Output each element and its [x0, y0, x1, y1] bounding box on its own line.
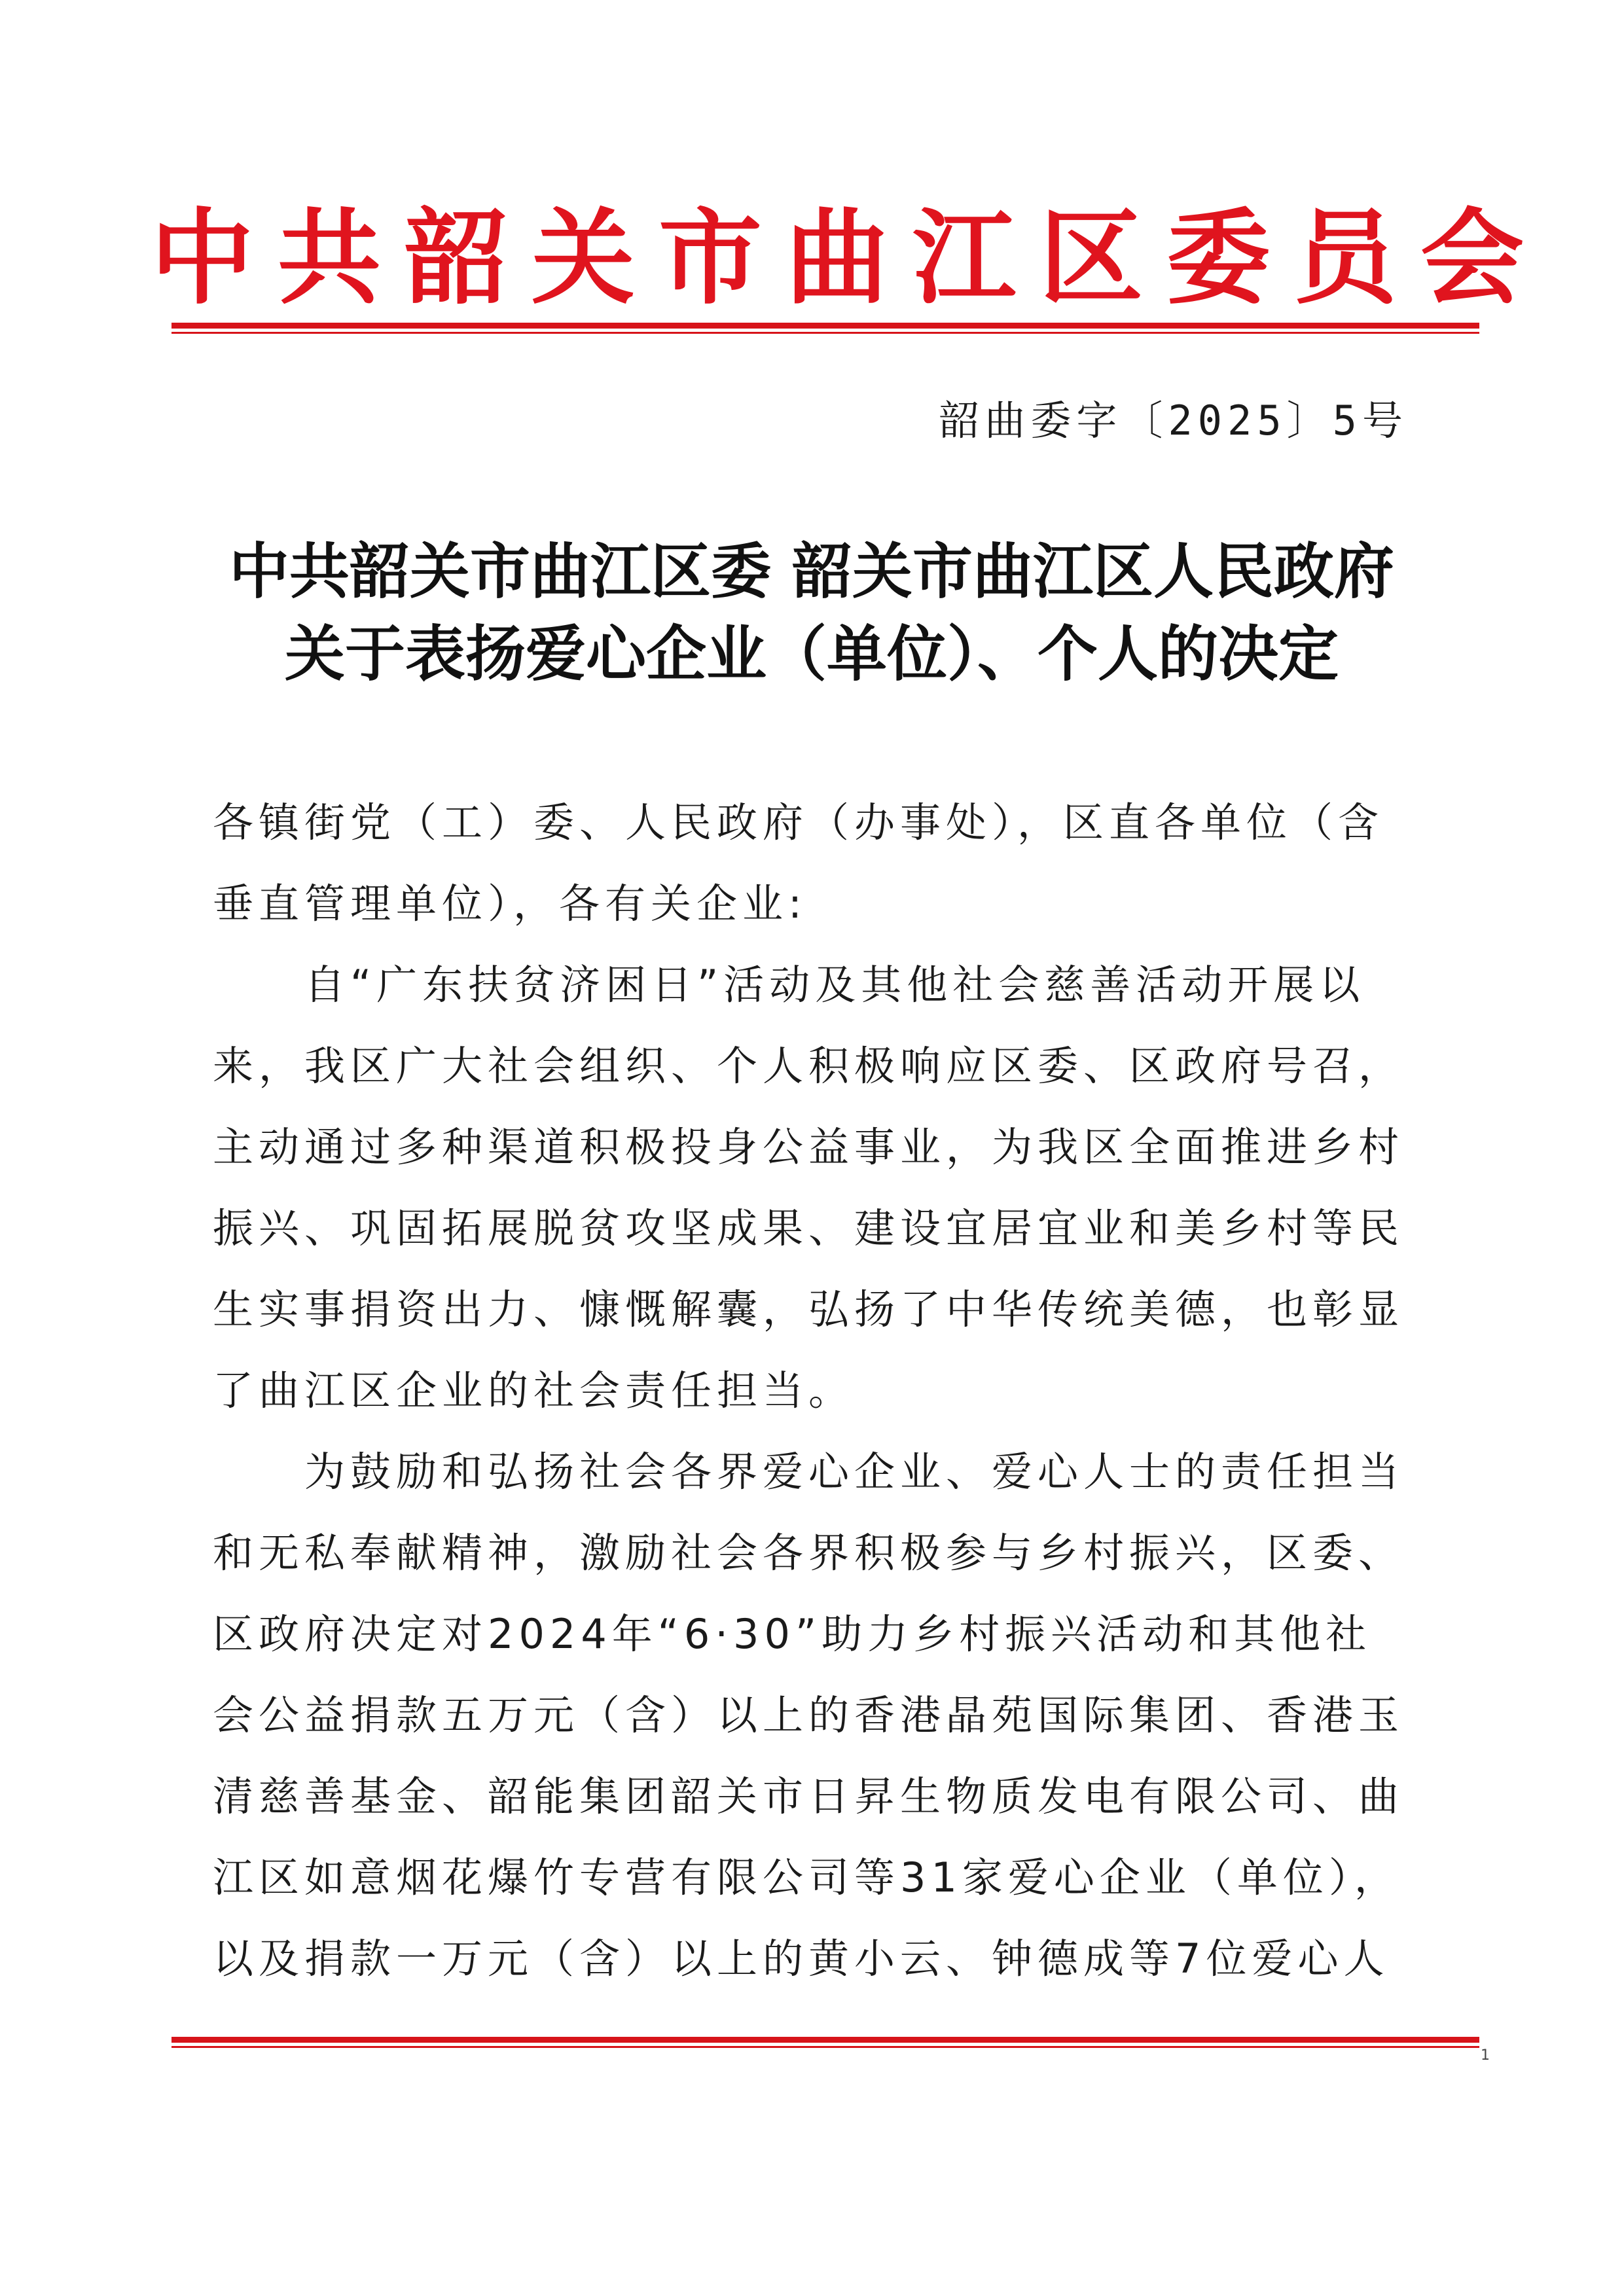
document-number: 韶曲委字〔2025〕5号 [939, 397, 1408, 444]
document-title [157, 530, 1466, 695]
footer-rule-thick [171, 2037, 1479, 2043]
page-number: 1 [1481, 2047, 1490, 2064]
issuing-organization-header: 中共韶关市曲江区委员会 [151, 198, 1547, 319]
body-paragraph-2: 为鼓励和弘扬社会各界爱心企业、爱心人士的责任担当和无私奉献精神，激励社会各界积极参与乡村振兴，区委、区政府决定对2024年“6·30”助力乡村振兴活动和其他社会公益捐款五万元（含）以上的香港晶苑国际集团、香港玉清慈善基金、韶能集团韶关市日昇生物质发电有限公司、曲江区如意烟花爆竹专营有限公司等31家爱心企业（单位），以及捐款一万元（含）以上的黄小云、钟德成等7位爱心人 [213, 1448, 1405, 1982]
document-body [213, 782, 1411, 2000]
salutation: 各镇街党（工）委、人民政府（办事处），区直各单位（含垂直管理单位），各有关企业: [213, 798, 1384, 927]
title-line-2: 关于表扬爱心企业（单位）、个人的决定 [284, 619, 1339, 689]
body-paragraph-1: 自“广东扶贫济困日”活动及其他社会慈善活动开展以来，我区广大社会组织、个人积极响应区委、区政府号召，主动通过多种渠道积极投身公益事业，为我区全面推进乡村振兴、巩固拓展脱贫攻坚成果、建设宜居宜业和美乡村等民生实事捐资出力、慷慨解囊，弘扬了中华传统美德，也彰显了曲江区企业的社会责任担当。 [213, 961, 1405, 1414]
header-rule-thick [171, 323, 1479, 329]
header-rule-thin [171, 332, 1479, 334]
footer-rule-thin [171, 2046, 1479, 2048]
title-line-1: 中共韶关市曲江区委 韶关市曲江区人民政府 [228, 536, 1395, 607]
